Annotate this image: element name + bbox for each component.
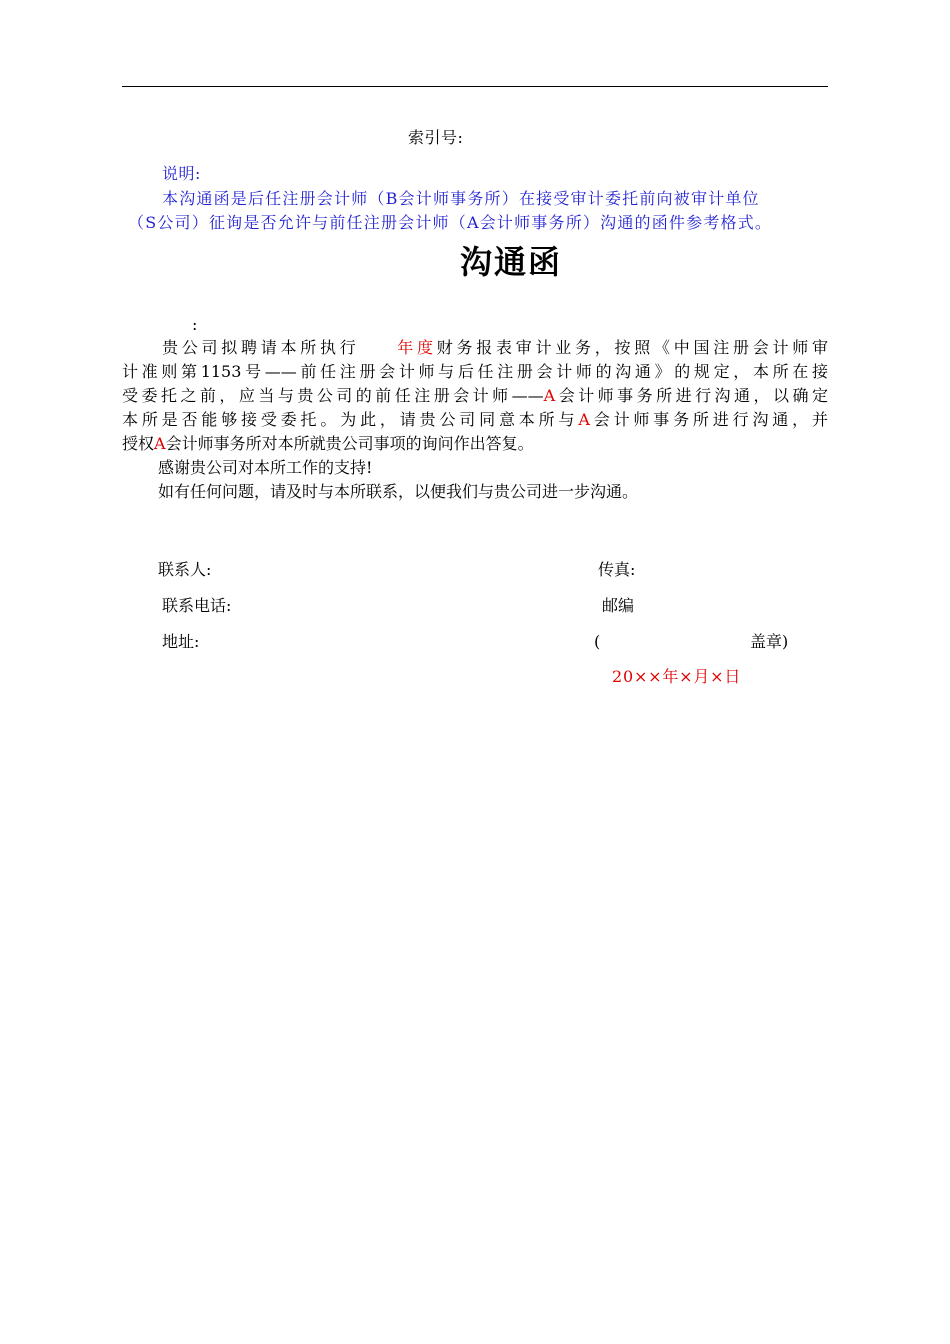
contact-request-line: 如有任何问题，请及时与本所联系，以便我们与贵公司进一步沟通。	[158, 482, 639, 501]
body-text: 受委托之前，应当与贵公司的前任注册会计师——	[122, 386, 544, 405]
firm-a-marker: A	[578, 410, 590, 429]
body-text: 本所是否能够接受委托。为此，请贵公司同意本所与	[122, 410, 579, 429]
body-text: 会计师事务所进行沟通，并	[589, 410, 828, 429]
fax-label: 传真:	[598, 560, 636, 579]
letter-body	[122, 336, 828, 504]
note-line-2: （S公司）征询是否允许与前任注册会计师（A会计师事务所）沟通的函件参考格式。	[128, 213, 773, 232]
salutation: :	[192, 315, 198, 334]
body-text: 授权	[122, 434, 155, 453]
note-line-1: 本沟通函是后任注册会计师（B会计师事务所）在接受审计委托前向被审计单位	[162, 189, 760, 208]
body-line-5	[122, 432, 828, 456]
year-placeholder: 年度	[393, 338, 437, 357]
firm-a-marker: A	[543, 386, 556, 405]
date-placeholder: 20××年×月×日	[612, 667, 742, 686]
contact-phone-label: 联系电话:	[162, 596, 232, 615]
body-text: 财务报表审计业务，按照《中国注册会计师审	[436, 338, 828, 357]
header-rule	[122, 86, 828, 87]
body-line-1	[122, 336, 828, 360]
body-text: 会计师事务所进行沟通，以确定	[555, 386, 828, 405]
seal-label: 盖章)	[750, 632, 789, 651]
thanks-line: 感谢贵公司对本所工作的支持!	[158, 458, 373, 477]
seal-open-paren: (	[594, 632, 601, 651]
body-line-2: 计准则第1153号——前任注册会计师与后任注册会计师的沟通》的规定，本所在接	[122, 362, 828, 381]
body-line-4	[122, 408, 828, 432]
body-text: 会计师事务所对本所就贵公司事项的询问作出答复。	[165, 434, 534, 453]
letter-title: 沟通函	[460, 243, 563, 281]
body-text: 贵公司拟聘请本所执行	[162, 338, 360, 357]
zip-label: 邮编	[602, 596, 635, 615]
firm-a-marker: A	[154, 434, 166, 453]
index-number-label: 索引号:	[408, 128, 464, 147]
address-label: 地址:	[162, 632, 200, 651]
body-line-3	[122, 384, 828, 408]
contact-person-label: 联系人:	[158, 560, 212, 579]
note-heading: 说明:	[162, 164, 201, 183]
